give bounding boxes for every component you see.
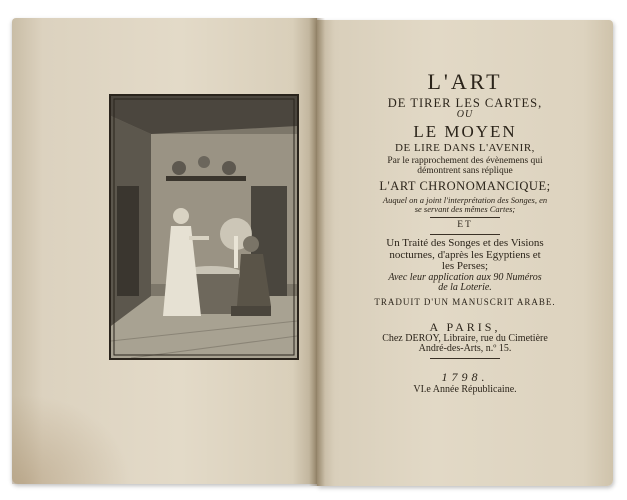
title-line: Un Traité des Songes et des Visions <box>386 236 544 249</box>
title-line: les Perses; <box>441 260 489 273</box>
title-line: se servant des mêmes Cartes; <box>414 204 516 215</box>
title-line: OU <box>456 109 474 121</box>
title-line: démontrent sans réplique <box>417 166 513 177</box>
title-line: Par le rapprochement des évènemens qui <box>387 156 543 167</box>
imprint-address: André-des-Arts, n.º 15. <box>418 343 512 355</box>
divider-rule <box>430 217 500 218</box>
title-line: L'ART CHRONOMANCIQUE; <box>379 179 551 194</box>
imprint-era: VI.e Année Républicaine. <box>413 384 517 396</box>
title-line: TRADUIT D'UN MANUSCRIT ARABE. <box>374 296 556 307</box>
imprint-city: A PARIS, <box>429 320 501 335</box>
title-line: Avec leur application aux 90 Numéros <box>388 271 542 283</box>
divider-rule <box>430 234 500 235</box>
title-line: DE LIRE DANS L'AVENIR, <box>395 141 535 154</box>
imprint-publisher: Chez DEROY, Libraire, rue du Cimetière <box>382 332 548 344</box>
title-line: ET <box>457 220 473 231</box>
book-title: L'ART <box>427 69 503 94</box>
engraving-illustration <box>111 96 297 358</box>
imprint-year: 1798. <box>441 369 489 384</box>
title-line: nocturnes, d'après les Egyptiens et <box>389 248 541 261</box>
divider-rule <box>430 358 500 359</box>
title-line: DE TIRER LES CARTES, <box>387 96 543 111</box>
frontispiece-engraving <box>109 94 299 360</box>
title-line: de la Loterie. <box>438 282 492 294</box>
title-line: Auquel on a joint l'interprétation des Songes, en <box>382 195 548 206</box>
book-gutter <box>309 18 325 486</box>
title-line: LE MOYEN <box>413 121 517 141</box>
title-page-text <box>330 70 600 396</box>
